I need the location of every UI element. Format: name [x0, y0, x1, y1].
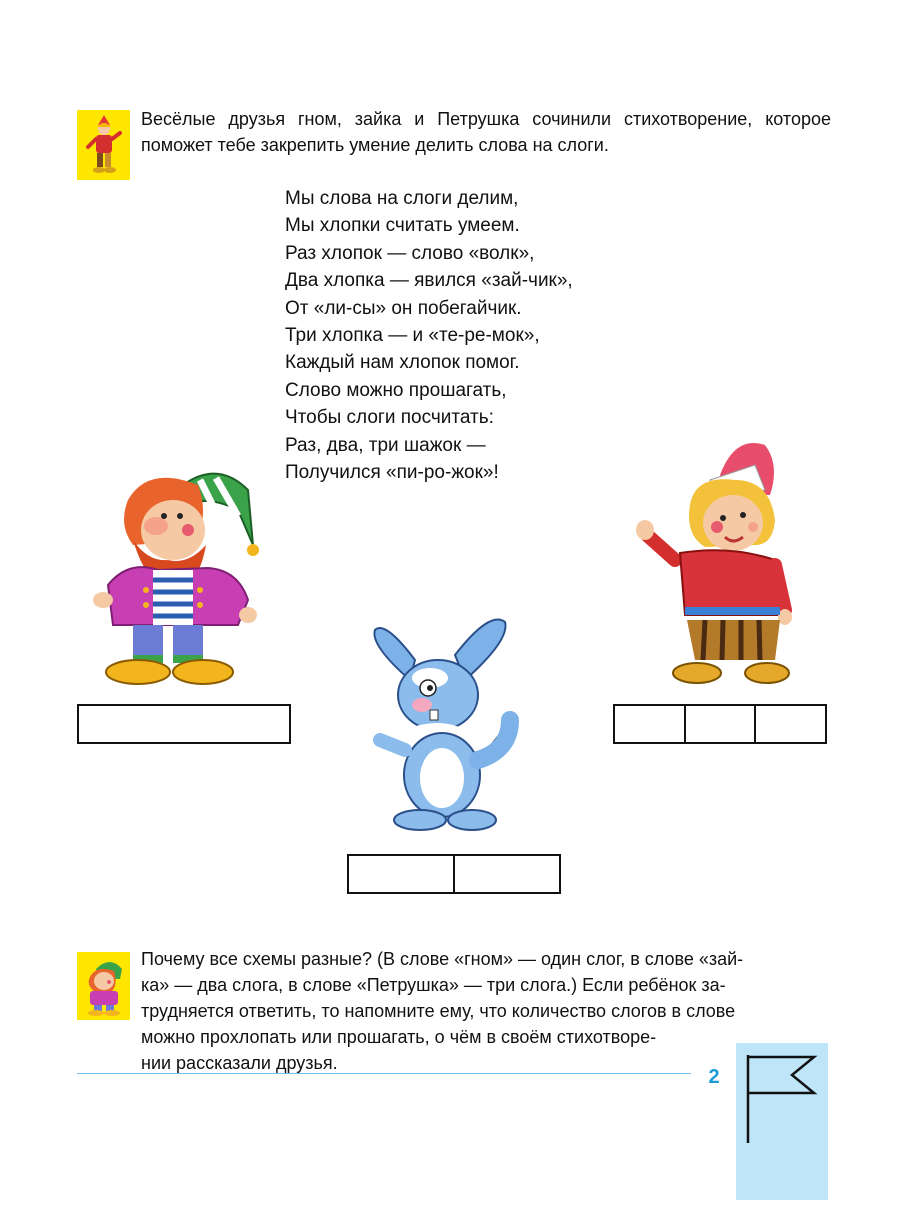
- syllable-scheme-bunny: [347, 854, 561, 894]
- gnome-illustration: [88, 450, 263, 690]
- syllable-cell: [686, 706, 757, 742]
- parent-note-line: трудняется ответить, то напомните ему, что количество слогов в слове: [141, 1001, 736, 1021]
- poem-line: Получился «пи-ро-жок»!: [285, 462, 499, 484]
- poem-line: Раз хлопок — слово «волк»,: [285, 242, 535, 264]
- poem-line: Раз, два, три шажок —: [285, 434, 486, 456]
- parent-note-line: можно прохлопать или прошагать, о чём в своём стихотворе-: [141, 1027, 657, 1047]
- page-number: 2: [708, 1066, 720, 1088]
- syllable-cell: [455, 856, 559, 892]
- poem-line: Каждый нам хлопок помог.: [285, 352, 520, 374]
- petrushka-badge-icon: [77, 110, 130, 180]
- intro-text: Весёлые друзья гном, зайка и Петрушка сочинили стихотворение, которое поможет тебе закрепить умение делить слова на слоги.: [141, 109, 831, 155]
- syllable-cell: [349, 856, 455, 892]
- syllable-scheme-gnome: [77, 704, 291, 744]
- syllable-scheme-petrushka: [613, 704, 827, 744]
- poem-line: Мы слова на слоги делим,: [285, 188, 519, 209]
- parent-note-line: ка» — два слога, в слове «Петрушка» — три слога.) Если ребёнок за-: [141, 975, 726, 995]
- gnome-badge-icon: [77, 952, 130, 1020]
- flag-icon: [736, 1043, 828, 1200]
- syllable-cell: [615, 706, 686, 742]
- syllable-cell: [79, 706, 289, 742]
- bunny-illustration: [360, 610, 525, 835]
- poem-line: Слово можно прошагать,: [285, 379, 507, 401]
- poem-line: От «ли-сы» он побегайчик.: [285, 297, 522, 319]
- parent-note: [141, 946, 831, 1076]
- poem-line: Три хлопка — и «те-ре-мок»,: [285, 325, 540, 347]
- parent-note-line: нии рассказали друзья.: [141, 1053, 338, 1073]
- poem-line: Чтобы слоги посчитать:: [285, 407, 494, 429]
- poem: [285, 185, 665, 486]
- poem-line: Два хлопка — явился «зай-чик»,: [285, 270, 573, 292]
- poem-line: Мы хлопки считать умеем.: [285, 215, 520, 237]
- syllable-cell: [756, 706, 825, 742]
- petrushka-illustration: [635, 435, 795, 690]
- footer-divider: [77, 1073, 691, 1074]
- corner-tab: [736, 1043, 828, 1200]
- parent-note-line: Почему все схемы разные? (В слове «гном» — один слог, в слове «зай-: [141, 949, 744, 969]
